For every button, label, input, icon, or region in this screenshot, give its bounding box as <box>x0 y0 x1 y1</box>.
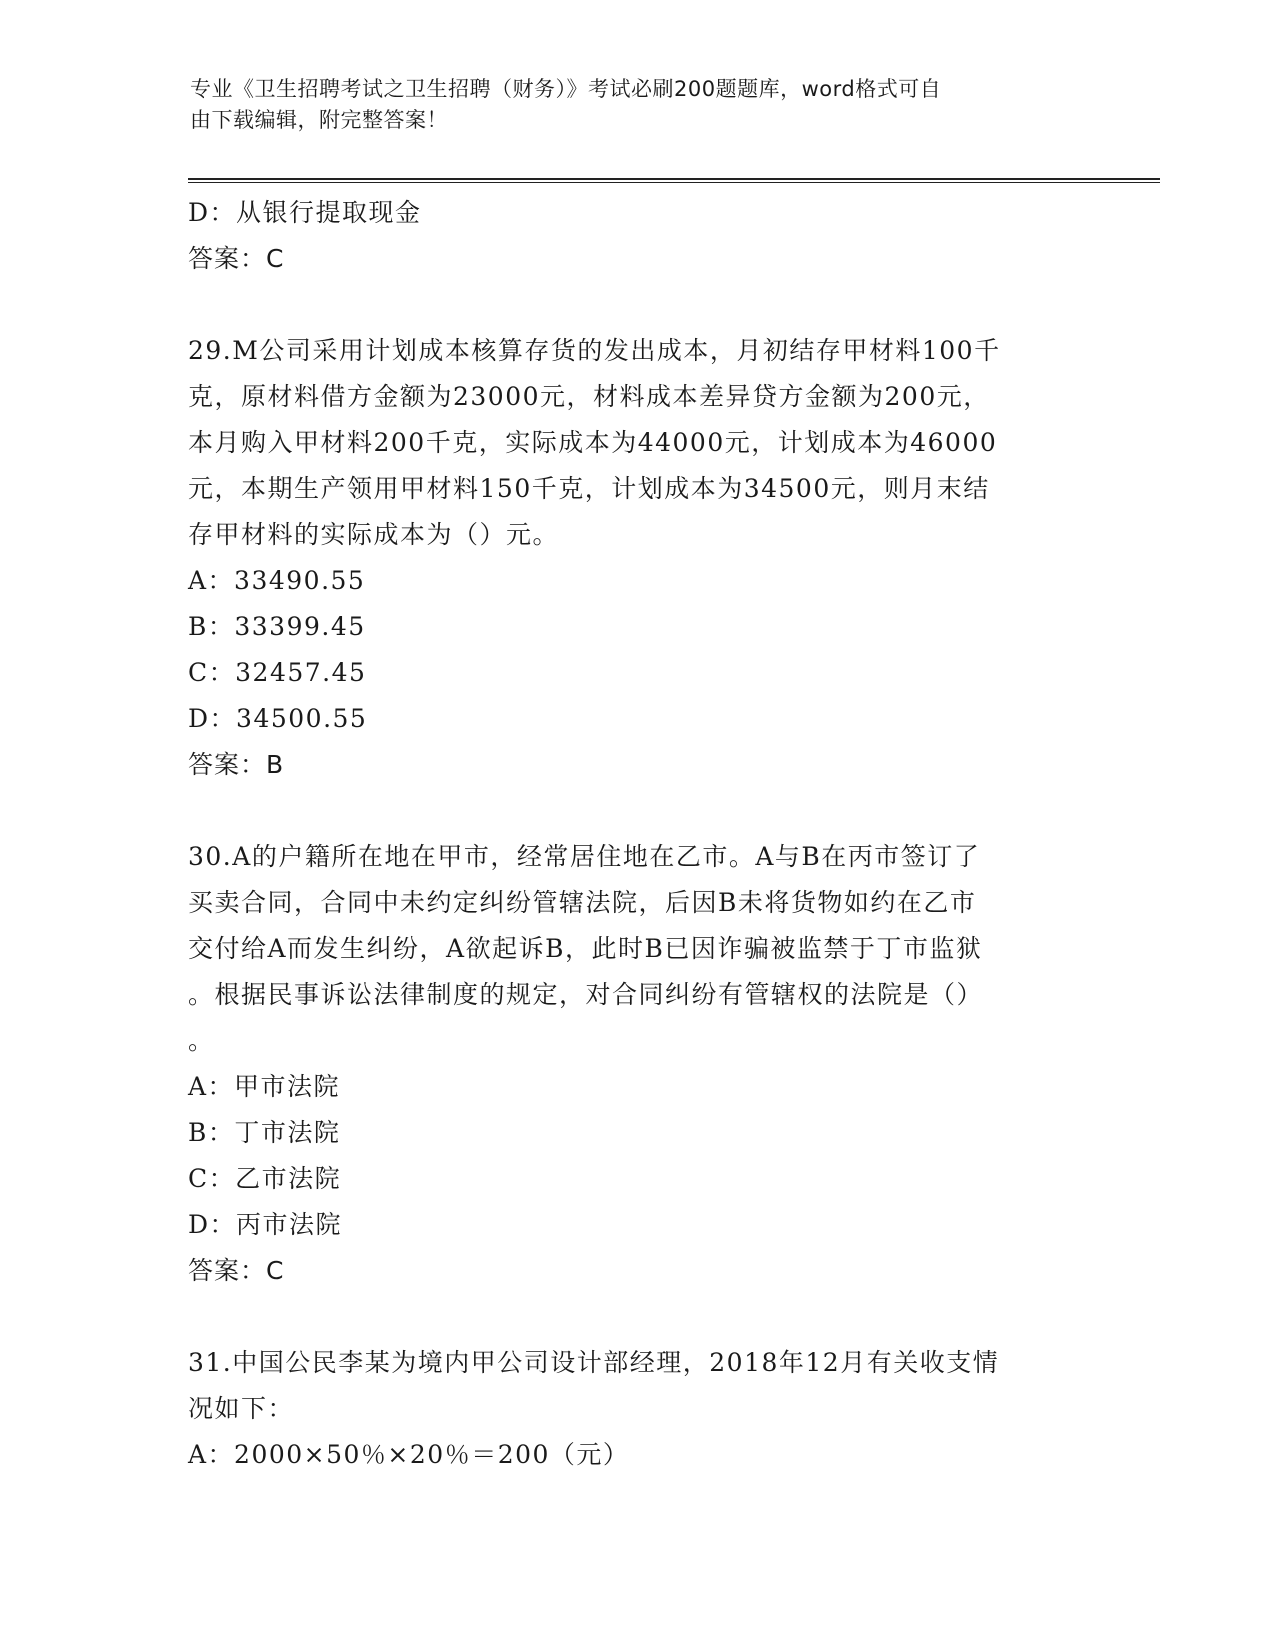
question-stem-line: 31.中国公民李某为境内甲公司设计部经理，2018年12月有关收支情 <box>188 1348 1000 1377</box>
question-30 <box>188 834 1088 1294</box>
question-stem-line: 。 <box>188 1026 215 1055</box>
question-stem-line: 存甲材料的实际成本为（）元。 <box>188 520 560 549</box>
header-divider <box>188 178 1160 183</box>
answer-line: 答案：B <box>188 750 285 779</box>
question-stem-line: 本月购入甲材料200千克，实际成本为44000元，计划成本为46000 <box>188 428 998 457</box>
option-a: A：甲市法院 <box>188 1072 341 1101</box>
question-stem-line: 买卖合同，合同中未约定纠纷管辖法院，后因B未将货物如约在乙市 <box>188 888 977 917</box>
previous-question-tail <box>188 190 1088 282</box>
document-body <box>188 190 1088 1478</box>
header-line-2: 由下载编辑，附完整答案！ <box>190 108 448 132</box>
spacer <box>188 1294 1088 1340</box>
question-stem-line: 交付给A而发生纠纷，A欲起诉B，此时B已因诈骗被监禁于丁市监狱 <box>188 934 983 963</box>
question-stem-line: 元，本期生产领用甲材料150千克，计划成本为34500元，则月末结 <box>188 474 990 503</box>
option-d: D：丙市法院 <box>188 1210 343 1239</box>
option-d: D：从银行提取现金 <box>188 198 422 227</box>
question-31 <box>188 1340 1088 1478</box>
option-a: A：33490.55 <box>188 566 366 595</box>
question-stem-line: 克，原材料借方金额为23000元，材料成本差异贷方金额为200元， <box>188 382 990 411</box>
question-stem-line: 29.M公司采用计划成本核算存货的发出成本，月初结存甲材料100千 <box>188 336 1001 365</box>
page-header <box>190 74 1090 136</box>
question-29 <box>188 328 1088 788</box>
header-line-1: 专业《卫生招聘考试之卫生招聘（财务）》考试必刷200题题库，word格式可自 <box>190 77 942 101</box>
option-c: C：乙市法院 <box>188 1164 342 1193</box>
answer-line: 答案：C <box>188 244 285 273</box>
option-b: B：33399.45 <box>188 612 366 641</box>
spacer <box>188 788 1088 834</box>
option-b: B：丁市法院 <box>188 1118 341 1147</box>
option-a: A：2000×50％×20％＝200（元） <box>188 1440 630 1469</box>
answer-line: 答案：C <box>188 1256 285 1285</box>
question-stem-line: 况如下： <box>188 1394 295 1423</box>
option-d: D：34500.55 <box>188 704 368 733</box>
spacer <box>188 282 1088 328</box>
question-stem-line: 30.A的户籍所在地在甲市，经常居住地在乙市。A与B在丙市签订了 <box>188 842 981 871</box>
option-c: C：32457.45 <box>188 658 367 687</box>
question-stem-line: 。根据民事诉讼法律制度的规定，对合同纠纷有管辖权的法院是（） <box>188 980 984 1009</box>
